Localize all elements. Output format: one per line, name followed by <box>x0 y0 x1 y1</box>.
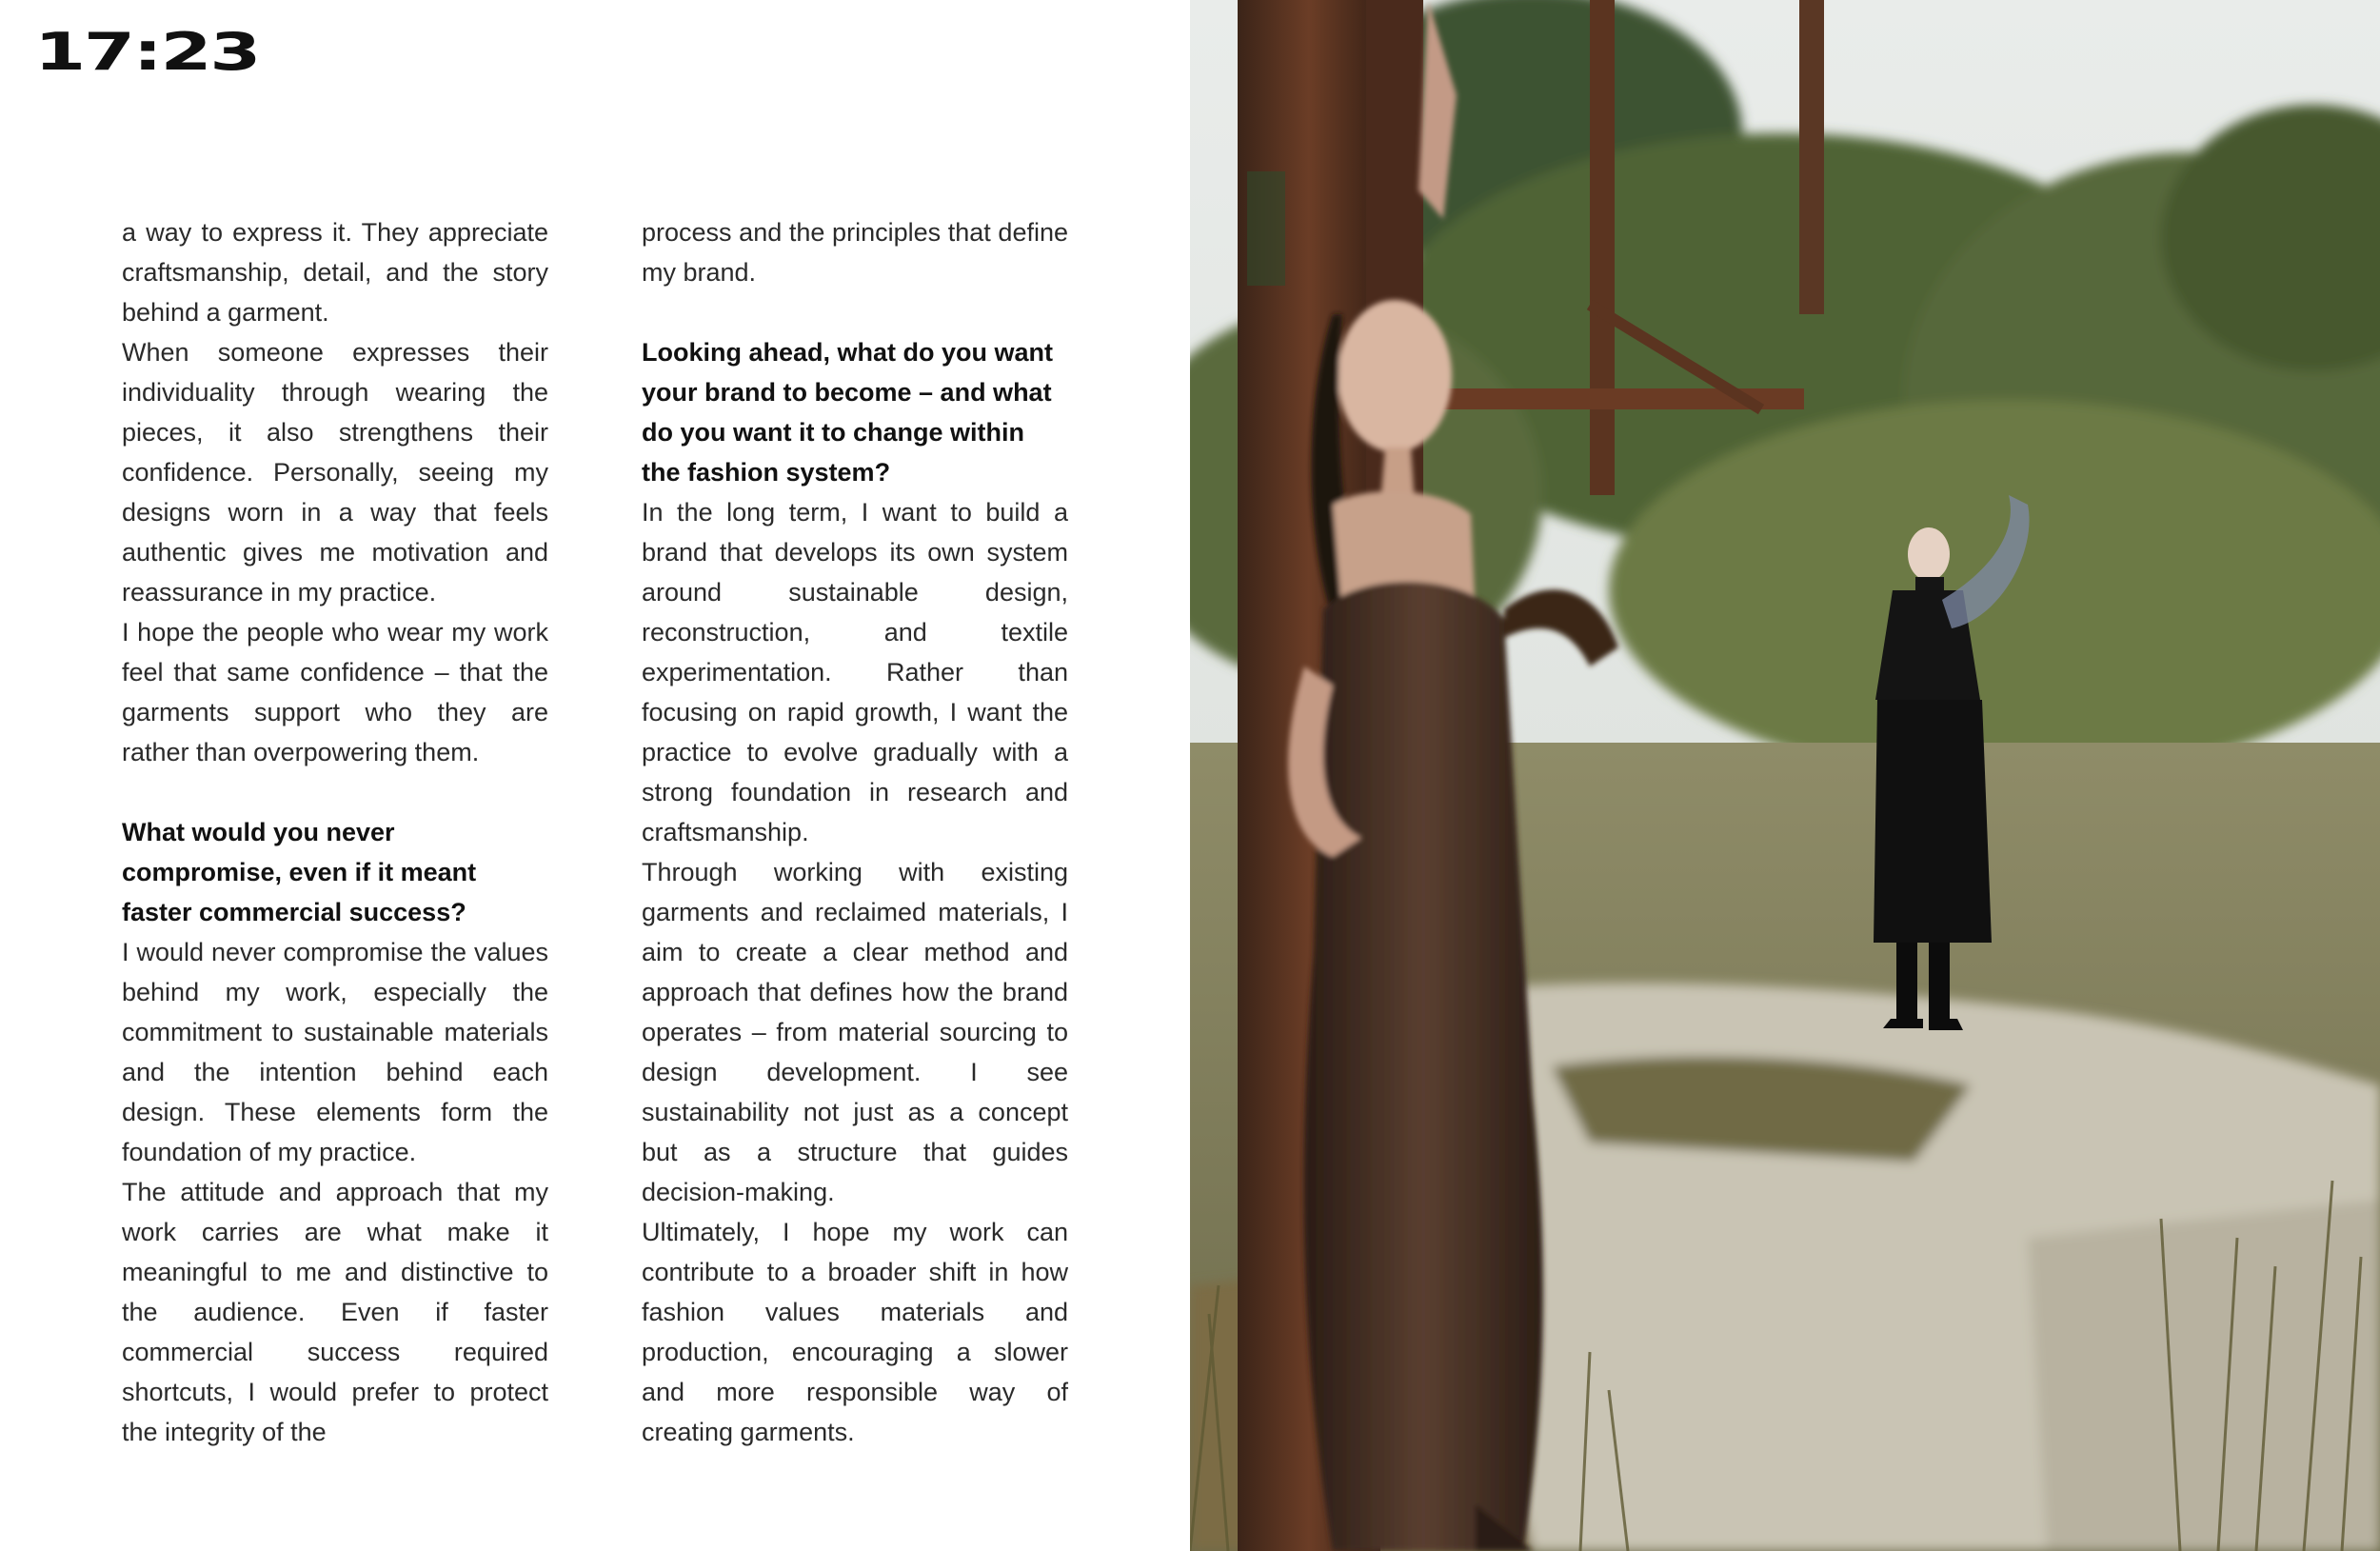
paragraph: When someone expresses their individuality through wearing the pieces, it also strengthens their confidence. Personally, seeing my designs worn in a way that feels authentic gives me motivation and reassurance in my practice. <box>122 338 548 606</box>
paragraph: a way to express it. They appreciate craftsmanship, detail, and the story behind a garment. <box>122 218 548 327</box>
spacer <box>642 292 1068 332</box>
interview-question: What would you never compromise, even if it meant faster commercial success? <box>122 818 477 926</box>
magazine-logo: 17:23 <box>34 22 260 83</box>
paragraph: I hope the people who wear my work feel that same confidence – that the garments support who they are rather than overpowering them. <box>122 618 548 766</box>
paragraph: The attitude and approach that my work carries are what make it meaningful to me and distinctive to the audience. Even if faster commercial success required shortcuts, I would prefer to protect the integrity of the <box>122 1178 548 1446</box>
paragraph: Ultimately, I hope my work can contribute to a broader shift in how fashion values materials and production, encouraging a slower and more responsible way of creating garments. <box>642 1218 1068 1446</box>
editorial-photo <box>1190 0 2380 1551</box>
paragraph: In the long term, I want to build a brand that develops its own system around sustainable design, reconstruction, and textile experimentation. Rather than focusing on rapid growth, I want the practice to evolve gradually with a strong foundation in research and craftsmanship. <box>642 498 1068 846</box>
interview-question: Looking ahead, what do you want your brand to become – and what do you want it to change within the fashion system? <box>642 338 1054 487</box>
text-column-right <box>642 212 1068 1452</box>
paragraph: Through working with existing garments and reclaimed materials, I aim to create a clear method and approach that defines how the brand operates – from material sourcing to design development. I see sustainability not just as a concept but as a structure that guides decision-making. <box>642 858 1068 1206</box>
paragraph: process and the principles that define my brand. <box>642 218 1068 287</box>
text-column-left <box>122 212 548 1452</box>
paragraph: I would never compromise the values behind my work, especially the commitment to sustainable materials and the intention behind each design. These elements form the foundation of my practice. <box>122 938 548 1166</box>
spacer <box>122 772 548 812</box>
